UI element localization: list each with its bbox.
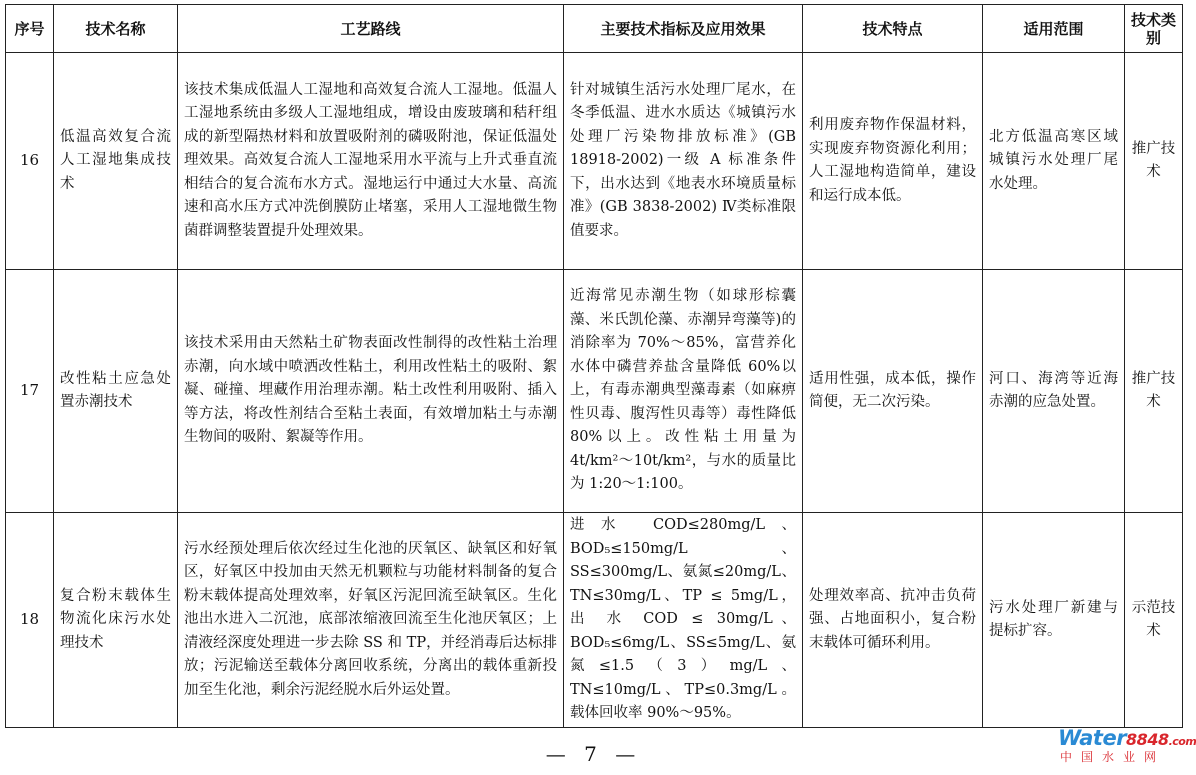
cell-no: 16 (6, 53, 54, 270)
cell-route: 该技术集成低温人工湿地和高效复合流人工湿地。低温人工湿地系统由多级人工湿地组成，增设由废玻璃和秸秆组成的新型隔热材料和放置吸附剂的磷吸附池，保证低温处理效果。高效复合流人工湿地采用水平流与上升式垂直流相结合的复合流布水方式。湿地运行中通过大水量、高流速和高水压方式冲洗倒膜防止堵塞，采用人工湿地微生物菌群调整装置提升处理效果。 (178, 53, 564, 270)
cell-scope: 污水处理厂新建与提标扩容。 (983, 513, 1125, 728)
cell-features: 处理效率高、抗冲击负荷强、占地面积小，复合粉末载体可循环利用。 (803, 513, 983, 728)
logo-suffix: .com (1168, 735, 1196, 748)
cell-scope: 河口、海湾等近海赤潮的应急处置。 (983, 270, 1125, 513)
header-name: 技术名称 (54, 5, 178, 53)
table-row (6, 270, 1183, 513)
header-no: 序号 (6, 5, 54, 53)
cell-features: 适用性强，成本低，操作简便，无二次污染。 (803, 270, 983, 513)
cell-category: 推广技术 (1125, 270, 1183, 513)
header-scope: 适用范围 (983, 5, 1125, 53)
header-category: 技术类别 (1125, 5, 1183, 53)
page-number: — 7 — (545, 742, 642, 766)
cell-features: 利用废弃物作保温材料，实现废弃物资源化利用；人工湿地构造简单，建设和运行成本低。 (803, 53, 983, 270)
cell-category: 示范技术 (1125, 513, 1183, 728)
header-route: 工艺路线 (178, 5, 564, 53)
table-row (6, 513, 1183, 728)
header-features: 技术特点 (803, 5, 983, 53)
cell-route: 污水经预处理后依次经过生化池的厌氧区、缺氧区和好氧区，好氧区中投加由天然无机颗粒与功能材料制备的复合粉末载体提高处理效率，好氧区污泥回流至缺氧区。生化池出水进入二沉池，底部浓缩液回流至生化池厌氧区；上清液经深度处理进一步去除 SS 和 TP，并经消毒后达标排放；污泥输送至载体分离回收系统，分离出的载体重新投加至生化池，剩余污泥经脱水后外运处置。 (178, 513, 564, 728)
site-watermark-logo (1058, 726, 1196, 772)
cell-category: 推广技术 (1125, 53, 1183, 270)
cell-indicators: 进水 COD≤280mg/L、BOD₅≤150mg/L、SS≤300mg/L、氨氮≤20mg/L、TN≤30mg/L、TP ≤ 5mg/L， 出 水 COD ≤ 30mg/L、BOD₅≤6mg/L、SS≤5mg/L、氨氮≤1.5（3）mg/L、TN≤10mg/L、TP≤0.3mg/L。载体回收率 90%～95%。 (564, 513, 803, 728)
cell-no: 18 (6, 513, 54, 728)
cell-no: 17 (6, 270, 54, 513)
table-row (6, 53, 1183, 270)
cell-route: 该技术采用由天然粘土矿物表面改性制得的改性粘土治理赤潮，向水域中喷洒改性粘土，利用改性粘土的吸附、絮凝、碰撞、埋藏作用治理赤潮。粘土改性利用吸附、插入等方法，将改性剂结合至粘土表面，有效增加粘土与赤潮生物间的吸附、絮凝等作用。 (178, 270, 564, 513)
table-header-row (6, 5, 1183, 53)
cell-scope: 北方低温高寒区域城镇污水处理厂尾水处理。 (983, 53, 1125, 270)
header-indicators: 主要技术指标及应用效果 (564, 5, 803, 53)
cell-name: 改性粘土应急处置赤潮技术 (54, 270, 178, 513)
cell-indicators: 近海常见赤潮生物（如球形棕囊藻、米氏凯伦藻、赤潮异弯藻等)的消除率为 70%～85%，富营养化水体中磷营养盐含量降低 60%以上，有毒赤潮典型藻毒素（如麻痹性贝毒、腹泻性贝毒等）毒性降低 80%以上。改性粘土用量为 4t/km²～10t/km²，与水的质量比为 1:20～1:100。 (564, 270, 803, 513)
technology-table (5, 4, 1183, 728)
logo-number: 8848 (1126, 730, 1169, 749)
logo-wordmark (1058, 726, 1196, 750)
cell-indicators: 针对城镇生活污水处理厂尾水，在冬季低温、进水水质达《城镇污水处理厂污染物排放标准》(GB 18918-2002)一级 A 标准条件下，出水达到《地表水环境质量标准》(GB 3838-2002) Ⅳ类标准限值要求。 (564, 53, 803, 270)
cell-name: 复合粉末载体生物流化床污水处理技术 (54, 513, 178, 728)
logo-brand: Water (1058, 726, 1127, 750)
logo-subtitle: 中国水业网 (1060, 750, 1166, 764)
cell-name: 低温高效复合流人工湿地集成技术 (54, 53, 178, 270)
